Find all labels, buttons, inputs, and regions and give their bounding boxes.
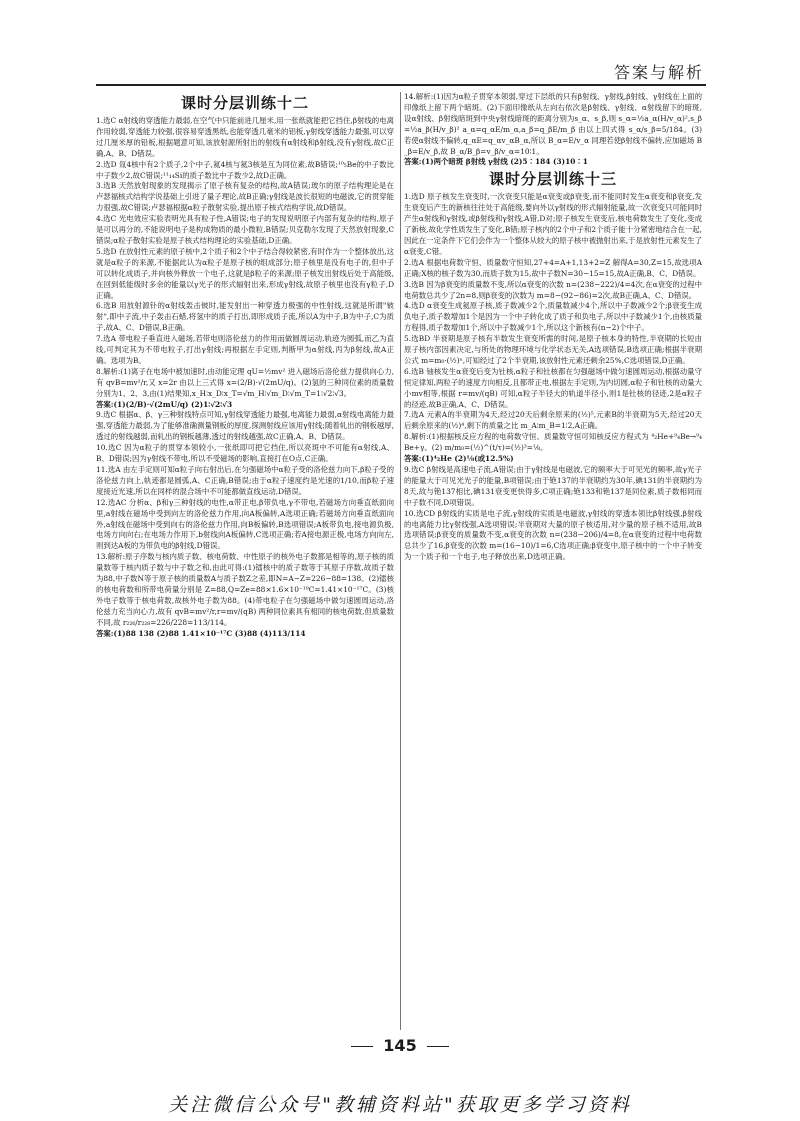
answer-item: 1.选D 原子核发生衰变时,一次衰变只能是α衰变或β衰变,而不能同时发生α衰变和β衰变,发生衰变后产生的新核往往处于高能级,要向外以γ射线的形式辐射能量,故一次衰变只可能同时产生α射线和γ射线,或β射线和γ射线,A错,D对;原子核发生衰变后,核电荷数发生了变化,变成了新核,故化学性质发生了变化,B错;原子核内的2个中子和2个质子能十分紧密地结合在一起,因此在一定条件下它们会作为一个整体从较大的原子核中被抛射出来,于是放射性元素发生了α衰变,C错。 [404,192,702,256]
answer-item: 6.选B 铀核发生α衰变后变为钍核,α粒子和钍核都在匀强磁场中做匀速圆周运动,根据动量守恒定律知,两粒子的速度方向相反,且都带正电,根据左手定则,为内切圆,α粒子和钍核的动量大小mv相等,根据 r=mv/(qB) 可知,α粒子半径大的轨道半径小,则1是钍核的径迹,2是α粒子的径迹,故B正确,A、C、D错误。 [404,366,702,409]
answer-line: 答案:(1)两个暗斑 β射线 γ射线 (2)5∶184 (3)10∶1 [404,157,588,167]
answer-item: 1.选C α射线的穿透能力最弱,在空气中只能前进几厘米,用一张纸就能把它挡住,β射线的电离作用较弱,穿透能力较强,很容易穿透黑纸,也能穿透几毫米的铝板,γ射线穿透能力最强,可以穿过几厘米厚的铅板,根据题意可知,该放射源所射出的射线有α射线和β射线,没有γ射线,故C正确,A、B、D错误。 [96,116,394,158]
answer-item: 9.选C 根据α、β、γ三种射线特点可知,γ射线穿透能力最强,电离能力最弱,α射线电离能力最强,穿透能力最弱,为了能够准确测量钢板的厚度,探测射线应该用γ射线;随着轧出的钢板越厚,透过的射线越弱,而轧出的钢板越薄,透过的射线越强,故C正确,A、B、D错误。 [96,410,394,442]
left-column [96,92,394,1030]
answer-item: 3.选B 天然放射现象的发现揭示了原子核有复杂的结构,故A错误;玻尔的原子结构理论是在卢瑟福核式结构学说基础上引进了量子理论,故B正确;γ射线是波长很短的电磁波,它的贯穿能力很强,故C错误;卢瑟福根据α粒子散射实验,提出原子核式结构学说,故D错误。 [96,181,394,213]
answer-item: 6.选B 用放射源钋的α射线轰击铍时,能发射出一种穿透力极强的中性射线,这就是所谓"铍射",即中子流,中子轰击石蜡,将氢中的质子打出,即形成质子流,所以A为中子,B为中子,C为质子,故A、C、D错误,B正确。 [96,301,394,333]
section-title-13: 课时分层训练十三 [488,170,617,189]
answer-item: 5.选BD 半衰期是原子核有半数发生衰变所需的时间,是原子核本身的特性,半衰期的长短由原子核内部因素决定,与所处的物理环境与化学状态无关,A选项错误,B选项正确;根据半衰期公式 m=m₀·(½)ⁿ,可知经过了2个半衰期,该放射性元素还剩余25%,C选项错误,D正确。 [404,334,702,365]
answer-item: 2.选D 氚4核中有2个质子,2个中子,氦4核与氦3核是互为同位素,故B错误;¹⁰₅Be的中子数比中子数少2,故C错误;¹¹₁₄Si的质子数比中子数少2,故D正确。 [96,159,394,180]
right-column [404,92,702,1030]
answer-item: 10.选C 因为α粒子的贯穿本领较小,一张纸即可把它挡住,所以亮斑中不可能有α射线,A、B、D错误;因为γ射线不带电,所以不受磁场的影响,直接打在O点,C正确。 [96,443,394,464]
answer-item: 13.解析:原子序数与核内质子数、核电荷数、中性原子的核外电子数都是相等的,原子核的质量数等于核内质子数与中子数之和,由此可得:(1)镭核中的质子数等于其原子序数,故质子数为88,中子数N等于原子核的质量数A与质子数Z之差,即N=A−Z=226−88=138。(2)镭核的核电荷数和所带电荷量分别是 Z=88,Q=Ze=88×1.6×10⁻¹⁹C=1.41×10⁻¹⁷C。(3)核外电子数等于核电荷数,故核外电子数为88。(4)带电粒子在匀强磁场中做匀速圆周运动,洛伦兹力充当向心力,故有 qvB=mv²/r,r=mv/(qB) 两种同位素具有相同的核电荷数,但质量数不同,故 r₂₂₆/r₂₂₈=226/228=113/114。 [96,552,394,627]
answer-item: 8.解析:(1)离子在电场中被加速时,由动能定理 qU=½mv² 进入磁场后洛伦兹力提供向心力,有 qvB=mv²/r,又 x=2r 由以上三式得 x=(2/B)·√(2mU/q)。(2)氢的三种同位素的质量数分别为1、2、3,由(1)结果知,x_H∶x_D∶x_T=√m_H∶√m_D∶√m_T=1∶√2∶√3。 [96,366,394,398]
header-rule [96,84,706,86]
answer-item: 10.选CD β射线的实质是电子流,γ射线的实质是电磁波,γ射线的穿透本领比β射线强,β射线的电离能力比γ射线强,A选项错误;半衰期对大量的原子核适用,对少量的原子核不适用,故B选项错误;β衰变的质量数不变,α衰变的次数 n=(238−206)/4=8,在α衰变的过程中电荷数总共少了16,β衰变的次数 m=(16−10)/1=6,C选项正确;β衰变中,原子核中的一个中子转变为一个质子和一个电子,电子释放出来,D选项正确。 [404,508,702,562]
footer-notice: 关注微信公众号"教辅资料站"获取更多学习资料 [168,1094,632,1116]
answer-item: 12.选AC 分析α、β和γ三种射线的电性,α带正电,β带负电,γ不带电,若磁场方向垂直纸面向里,a射线在磁场中受到向左的洛伦兹力作用,向A板偏转,A选项正确;若磁场方向垂直纸面向外,a射线在磁场中受到向右的洛伦兹力作用,向B板偏转,B选项错误;A板带负电,接电源负极,电场方向向右;在电场力作用下,b射线向A板偏转,C选项正确;若A接电源正极,电场方向向左,则到达A板的为带负电的β射线,D错误。 [96,497,394,551]
answer-line: 答案:(1)(2/B)·√(2mU/q) (2)1∶√2∶√3 [96,399,233,409]
page-number-dash-right [427,1046,449,1047]
header-title: 答案与解析 [613,63,704,82]
answer-item: 5.选D 在放射性元素的原子核中,2个质子和2个中子结合得较紧密,有时作为一个整体放出,这就是α粒子的来源,不能据此认为α粒子是原子核的组成部分;原子核里是没有电子的,但中子可以转化成质子,并向核外释放一个电子,这就是β粒子的来源;原子核发出射线后处于高能级,在回到低能级时多余的能量以γ光子的形式辐射出来,形成γ射线,故原子核里也没有γ粒子,D正确。 [96,246,394,300]
answer-item: 2.选A 根据电荷数守恒、质量数守恒知,27+4=A+1,13+2=Z 解得A=30,Z=15,故选项A正确;X核的核子数为30,而质子数为15,故中子数N=30−15=15,故A正确,B、C、D错误。 [404,257,702,278]
page-number-dash-left [351,1046,373,1047]
page-number-text: 145 [383,1036,417,1055]
answer-item: 7.选A 元素A的半衰期为4天,经过20天后剩余原来的(½)⁵,元素B的半衰期为5天,经过20天后剩余原来的(½)⁴,剩下的质量之比 m_A∶m_B=1∶2,A正确。 [404,410,702,431]
answer-item: 4.选C 光电效应实验表明光具有粒子性,A错误;电子的发现说明原子内部有复杂的结构,原子是可以再分的,不能说明电子是构成物质的最小微粒,B错误;贝克勒尔发现了天然放射现象,C错误;α粒子散射实验是原子核式结构理论的实验基础,D正确。 [96,214,394,245]
answer-line: 答案:(1)⁴₂He (2)⅛(或12.5%) [404,454,514,464]
answer-item: 8.解析:(1)根据核反应方程的电荷数守恒、质量数守恒可知核反应方程式为 ⁴₂He+⁹₄Be→⁹₄Be+γ。(2) m/m₀=(½)^(t/τ)=(½)³=⅛。 [404,432,702,453]
page-number [0,1036,800,1055]
answer-item: 11.选A 由左手定则可知α粒子向右射出后,在匀强磁场中α粒子受的洛伦兹力向下,β粒子受的洛伦兹力向上,轨迹都是圆弧,A、C正确,B错误;由于α粒子速度约是光速的1/10,而β粒子速度接近光速,所以在同样的混合场中不可能都做直线运动,D错误。 [96,465,394,496]
answer-item: 7.选A 带电粒子垂直进入磁场,若带电则洛伦兹力的作用而做圆周运动,轨迹为圆弧,而乙为直线,可判定其为不带电粒子,打出γ射线;再根据左手定则,判断甲为α射线,丙为β射线,故A正确。选项为B。 [96,334,394,365]
answer-item: 3.选B 因为β衰变的质量数不变,所以α衰变的次数 n=(238−222)/4=4次,在α衰变的过程中电荷数总共少了2n=8,则β衰变的次数为 m=8−(92−86)=2次,故B正确,A、C、D错误。 [404,279,702,300]
section-title-12: 课时分层训练十二 [180,94,309,112]
column-divider [400,92,401,1030]
answer-item: 14.解析:(1)因为α粒子贯穿本领弱,穿过下层纸的只有β射线、γ射线,β射线、γ射线在上面的印像纸上留下两个暗斑。(2)下面印像纸从左向右依次是β射线、γ射线、α射线留下的暗斑,设α射线、β射线暗斑到中央γ射线暗斑的距离分别为s_α、s_β,则 s_α=½a_α(H/v_α)²,s_β=½a_β(H/v_β)² a_α=q_αE/m_α,a_β=q_βE/m_β 由以上四式得 s_α/s_β=5/184。(3)若使α射线不偏转,q_αE=q_αv_αB_α,所以 B_α=E/v_α 同理若使β射线不偏转,应加磁场 B_β=E/v_β,故 B_α/B_β=v_β/v_α=10∶1。 [404,92,702,156]
answer-line: 答案:(1)88 138 (2)88 1.41×10⁻¹⁷C (3)88 (4)113/114 [96,628,306,638]
answer-item: 4.选D α衰变生成氦原子核,质子数减少2个,质量数减少4个,所以中子数减少2个;β衰变生成负电子,质子数增加1个是因为一个中子转化成了质子和负电子,所以中子数减少1个,由核质量方程得,质子数增加1个,所以中子数减少1个,所以这个新核有(n−2)个中子。 [404,301,702,333]
answer-item: 9.选C β射线是高速电子流,A错误;由于γ射线是电磁波,它的频率大于可见光的频率,故γ光子的能量大于可见光光子的能量,B项错误;由于铯137的半衰期约为30年,碘131的半衰期约为8天,故与铯137相比,碘131衰变更快得多,C项正确;铯133和铯137是同位素,质子数相同而中子数不同,D项错误。 [404,465,702,507]
